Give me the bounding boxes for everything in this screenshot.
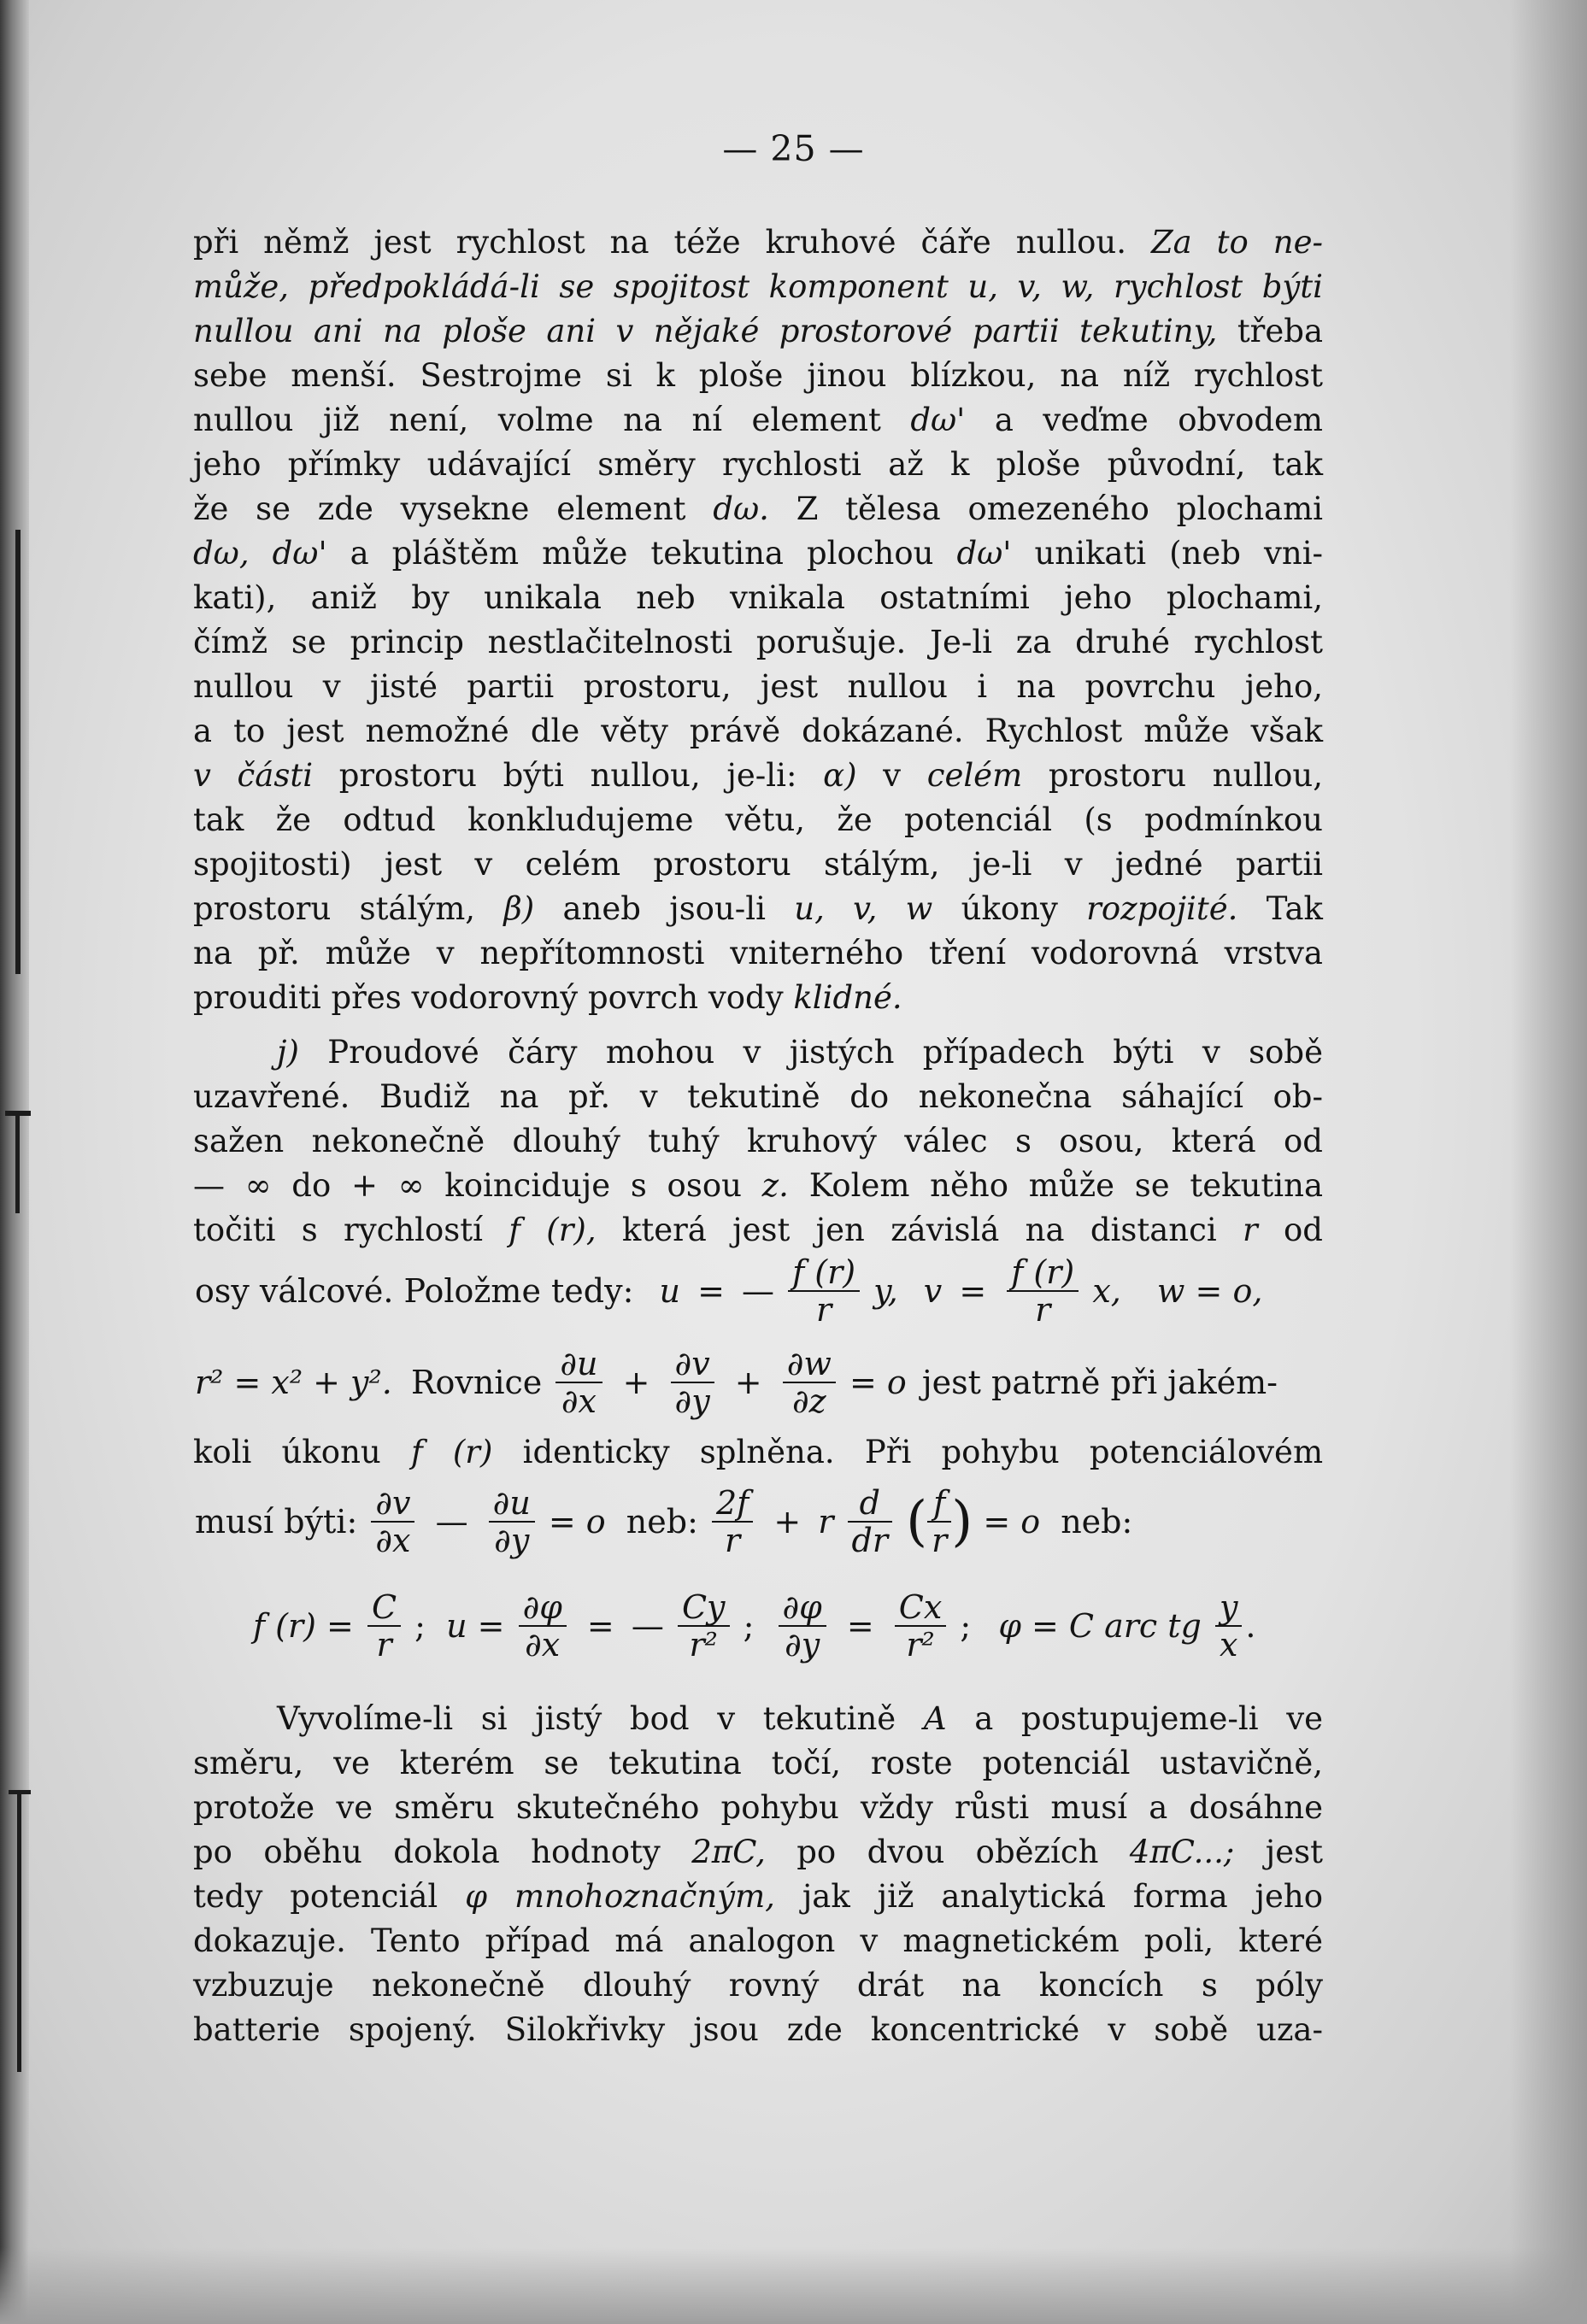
page-edge-shadow bbox=[1510, 0, 1587, 2324]
fraction: $\frac{\partial u}{\partial y}$ bbox=[489, 1485, 535, 1558]
math-operator: — bbox=[435, 1503, 468, 1541]
math-symbol: = o bbox=[983, 1503, 1041, 1541]
text-line: jeho přímky udávající směry rychlosti až k ploše původní, tak bbox=[193, 446, 1323, 483]
fraction: $\frac{f (r)}{r}$ bbox=[788, 1254, 860, 1328]
fraction: $\frac{C}{r}$ bbox=[367, 1589, 401, 1663]
page-binding-shadow bbox=[0, 0, 29, 2324]
math-operator: — bbox=[742, 1272, 774, 1310]
text-line: směru, ve kterém se tekutina točí, roste potenciál ustavičně, bbox=[193, 1745, 1323, 1781]
text-fragment: Rovnice bbox=[410, 1364, 543, 1401]
math-symbol: u = bbox=[446, 1607, 505, 1645]
text-fragment: neb: bbox=[1061, 1503, 1133, 1541]
text-line: točiti s rychlostí f (r), která jest jen závislá na distanci r od bbox=[193, 1212, 1323, 1248]
paragraph-2 bbox=[193, 1030, 1323, 1253]
text-line: koli úkonu f (r) identicky splněna. Při pohybu potenciálovém bbox=[193, 1434, 1324, 1470]
text-line: — ∞ do + ∞ koinciduje s osou z. Kolem něho může se tekutina bbox=[193, 1167, 1324, 1204]
math-operator: = bbox=[846, 1607, 874, 1645]
text-line: při němž jest rychlost na téže kruhové čáře nullou. Za to ne- bbox=[193, 224, 1323, 261]
text-line: j) Proudové čáry mohou v jistých případech býti v sobě bbox=[277, 1034, 1323, 1071]
math-operator: + bbox=[773, 1503, 802, 1541]
text-line: čímž se princip nestlačitelnosti porušuje. Je-li za druhé rychlost bbox=[193, 624, 1323, 660]
text-line: v části prostoru býti nullou, je-li: α) v celém prostoru nullou, bbox=[193, 757, 1323, 794]
text-line: nullou již není, volme na ní element dω' a veďme obvodem bbox=[193, 402, 1324, 438]
binding-mark bbox=[15, 1111, 20, 1213]
paragraph-3 bbox=[193, 1697, 1323, 2052]
math-symbol: φ = C arc tg bbox=[998, 1607, 1202, 1645]
text-line: kati), aniž by unikala neb vnikala ostatními jeho plochami, bbox=[193, 579, 1323, 616]
math-symbol: f (r) = bbox=[253, 1607, 354, 1645]
math-symbol: r bbox=[818, 1503, 834, 1541]
text-line: nullou ani na ploše ani v nějaké prostorové partii tekutiny, třeba bbox=[193, 313, 1324, 349]
math-symbol: r² = x² + y². bbox=[195, 1364, 392, 1401]
text-fragment: osy válcové. Položme tedy: bbox=[195, 1272, 634, 1310]
math-symbol: = o bbox=[548, 1503, 606, 1541]
math-operator: ; bbox=[960, 1607, 972, 1645]
text-line: Vyvolíme-li si jistý bod v tekutině A a postupujeme-li ve bbox=[277, 1700, 1323, 1737]
math-symbol: x, bbox=[1092, 1272, 1121, 1310]
page-bottom-shadow bbox=[0, 2247, 1587, 2324]
fraction: $\frac{\partial w}{\partial z}$ bbox=[783, 1346, 836, 1419]
math-operator: — bbox=[631, 1607, 664, 1645]
fraction: $\frac{Cy}{\text{r²}}$ bbox=[678, 1589, 730, 1663]
text-line: protože ve směru skutečného pohybu vždy růsti musí a dosáhne bbox=[193, 1789, 1323, 1826]
text-line: po oběhu dokola hodnoty 2πC, po dvou obězích 4πC...; jest bbox=[193, 1834, 1324, 1870]
math-operator: ; bbox=[414, 1607, 426, 1645]
fraction: $\frac{2f}{r}$ bbox=[712, 1485, 753, 1558]
fraction: $\frac{\partial\varphi}{\partial y}$ bbox=[779, 1589, 826, 1663]
page-number: — 25 — bbox=[722, 128, 865, 169]
math-operator: . bbox=[1245, 1607, 1256, 1645]
fraction: $\frac{\partial\varphi}{\partial x}$ bbox=[519, 1589, 567, 1663]
text-line: a to jest nemožné dle věty právě dokázané. Rychlost může však bbox=[193, 713, 1323, 749]
fraction: $\frac{Cx}{\text{r²}}$ bbox=[895, 1589, 947, 1663]
math-operator: = bbox=[959, 1272, 987, 1310]
equation-potential bbox=[253, 1589, 1256, 1663]
math-symbol: y, bbox=[873, 1272, 898, 1310]
text-line: spojitosti) jest v celém prostoru stálým, je-li v jedné partii bbox=[193, 846, 1323, 883]
text-line: uzavřené. Budiž na př. v tekutině do nekonečna sáhající ob- bbox=[193, 1078, 1323, 1115]
binding-mark bbox=[17, 1790, 21, 2072]
math-operator: = bbox=[586, 1607, 614, 1645]
math-symbol: v bbox=[923, 1272, 943, 1310]
math-operator: = bbox=[697, 1272, 725, 1310]
fraction: $\frac{\partial v}{\partial y}$ bbox=[671, 1346, 714, 1419]
text-fragment: musí býti: bbox=[195, 1503, 358, 1541]
fraction: $\frac{f}{r}$ bbox=[927, 1485, 951, 1558]
equation-irrotational bbox=[195, 1485, 1132, 1558]
text-line: může, předpokládá-li se spojitost komponent u, v, w, rychlost býti bbox=[193, 268, 1323, 305]
text-fragment: jest patrně při jakém- bbox=[921, 1364, 1278, 1401]
math-paren: ) bbox=[951, 1490, 973, 1553]
text-line: dokazuje. Tento případ má analogon v magnetickém poli, které bbox=[193, 1922, 1323, 1959]
text-line: vzbuzuje nekonečně dlouhý rovný drát na koncích s póly bbox=[193, 1967, 1323, 2004]
text-fragment: neb: bbox=[626, 1503, 698, 1541]
text-line: prouditi přes vodorovný povrch vody klidné. bbox=[193, 979, 902, 1016]
text-line: tak že odtud konkludujeme větu, že potenciál (s podmínkou bbox=[193, 801, 1323, 838]
text-block bbox=[193, 1430, 1323, 1475]
equation-continuity bbox=[195, 1346, 1278, 1419]
text-line: sažen nekonečně dlouhý tuhý kruhový válec s osou, která od bbox=[193, 1123, 1323, 1159]
paragraph-1 bbox=[193, 220, 1323, 1020]
math-operator: + bbox=[622, 1364, 650, 1401]
text-line: na př. může v nepřítomnosti vniterného tření vodorovná vrstva bbox=[193, 935, 1323, 971]
binding-mark bbox=[15, 530, 21, 974]
math-operator: + bbox=[734, 1364, 762, 1401]
fraction: $\frac{\partial u}{\partial x}$ bbox=[555, 1346, 602, 1419]
math-operator: ; bbox=[743, 1607, 755, 1645]
math-symbol: = o bbox=[849, 1364, 907, 1401]
equation-velocity bbox=[195, 1254, 1262, 1328]
math-symbol: w = o, bbox=[1156, 1272, 1263, 1310]
fraction: $\frac{y}{x}$ bbox=[1215, 1589, 1242, 1663]
text-line: že se zde vysekne element dω. Z tělesa omezeného plochami bbox=[193, 490, 1324, 527]
math-symbol: u bbox=[659, 1272, 680, 1310]
fraction: $\frac{f (r)}{r}$ bbox=[1007, 1254, 1079, 1328]
fraction: $\frac{\partial v}{\partial x}$ bbox=[371, 1485, 414, 1558]
text-line: dω, dω' a pláštěm může tekutina plochou dω' unikati (neb vni- bbox=[193, 535, 1324, 572]
text-line: tedy potenciál φ mnohoznačným, jak již analytická forma jeho bbox=[193, 1878, 1323, 1915]
math-paren: ( bbox=[906, 1490, 928, 1553]
fraction: $\frac{d}{dr}$ bbox=[848, 1485, 893, 1558]
text-line: sebe menší. Sestrojme si k ploše jinou blízkou, na níž rychlost bbox=[193, 357, 1323, 394]
text-line: nullou v jisté partii prostoru, jest nullou i na povrchu jeho, bbox=[193, 668, 1323, 705]
text-line: prostoru stálým, β) aneb jsou-li u, v, w úkony rozpojité. Tak bbox=[193, 890, 1323, 927]
text-line: batterie spojený. Silokřivky jsou zde koncentrické v sobě uza- bbox=[193, 2011, 1323, 2048]
